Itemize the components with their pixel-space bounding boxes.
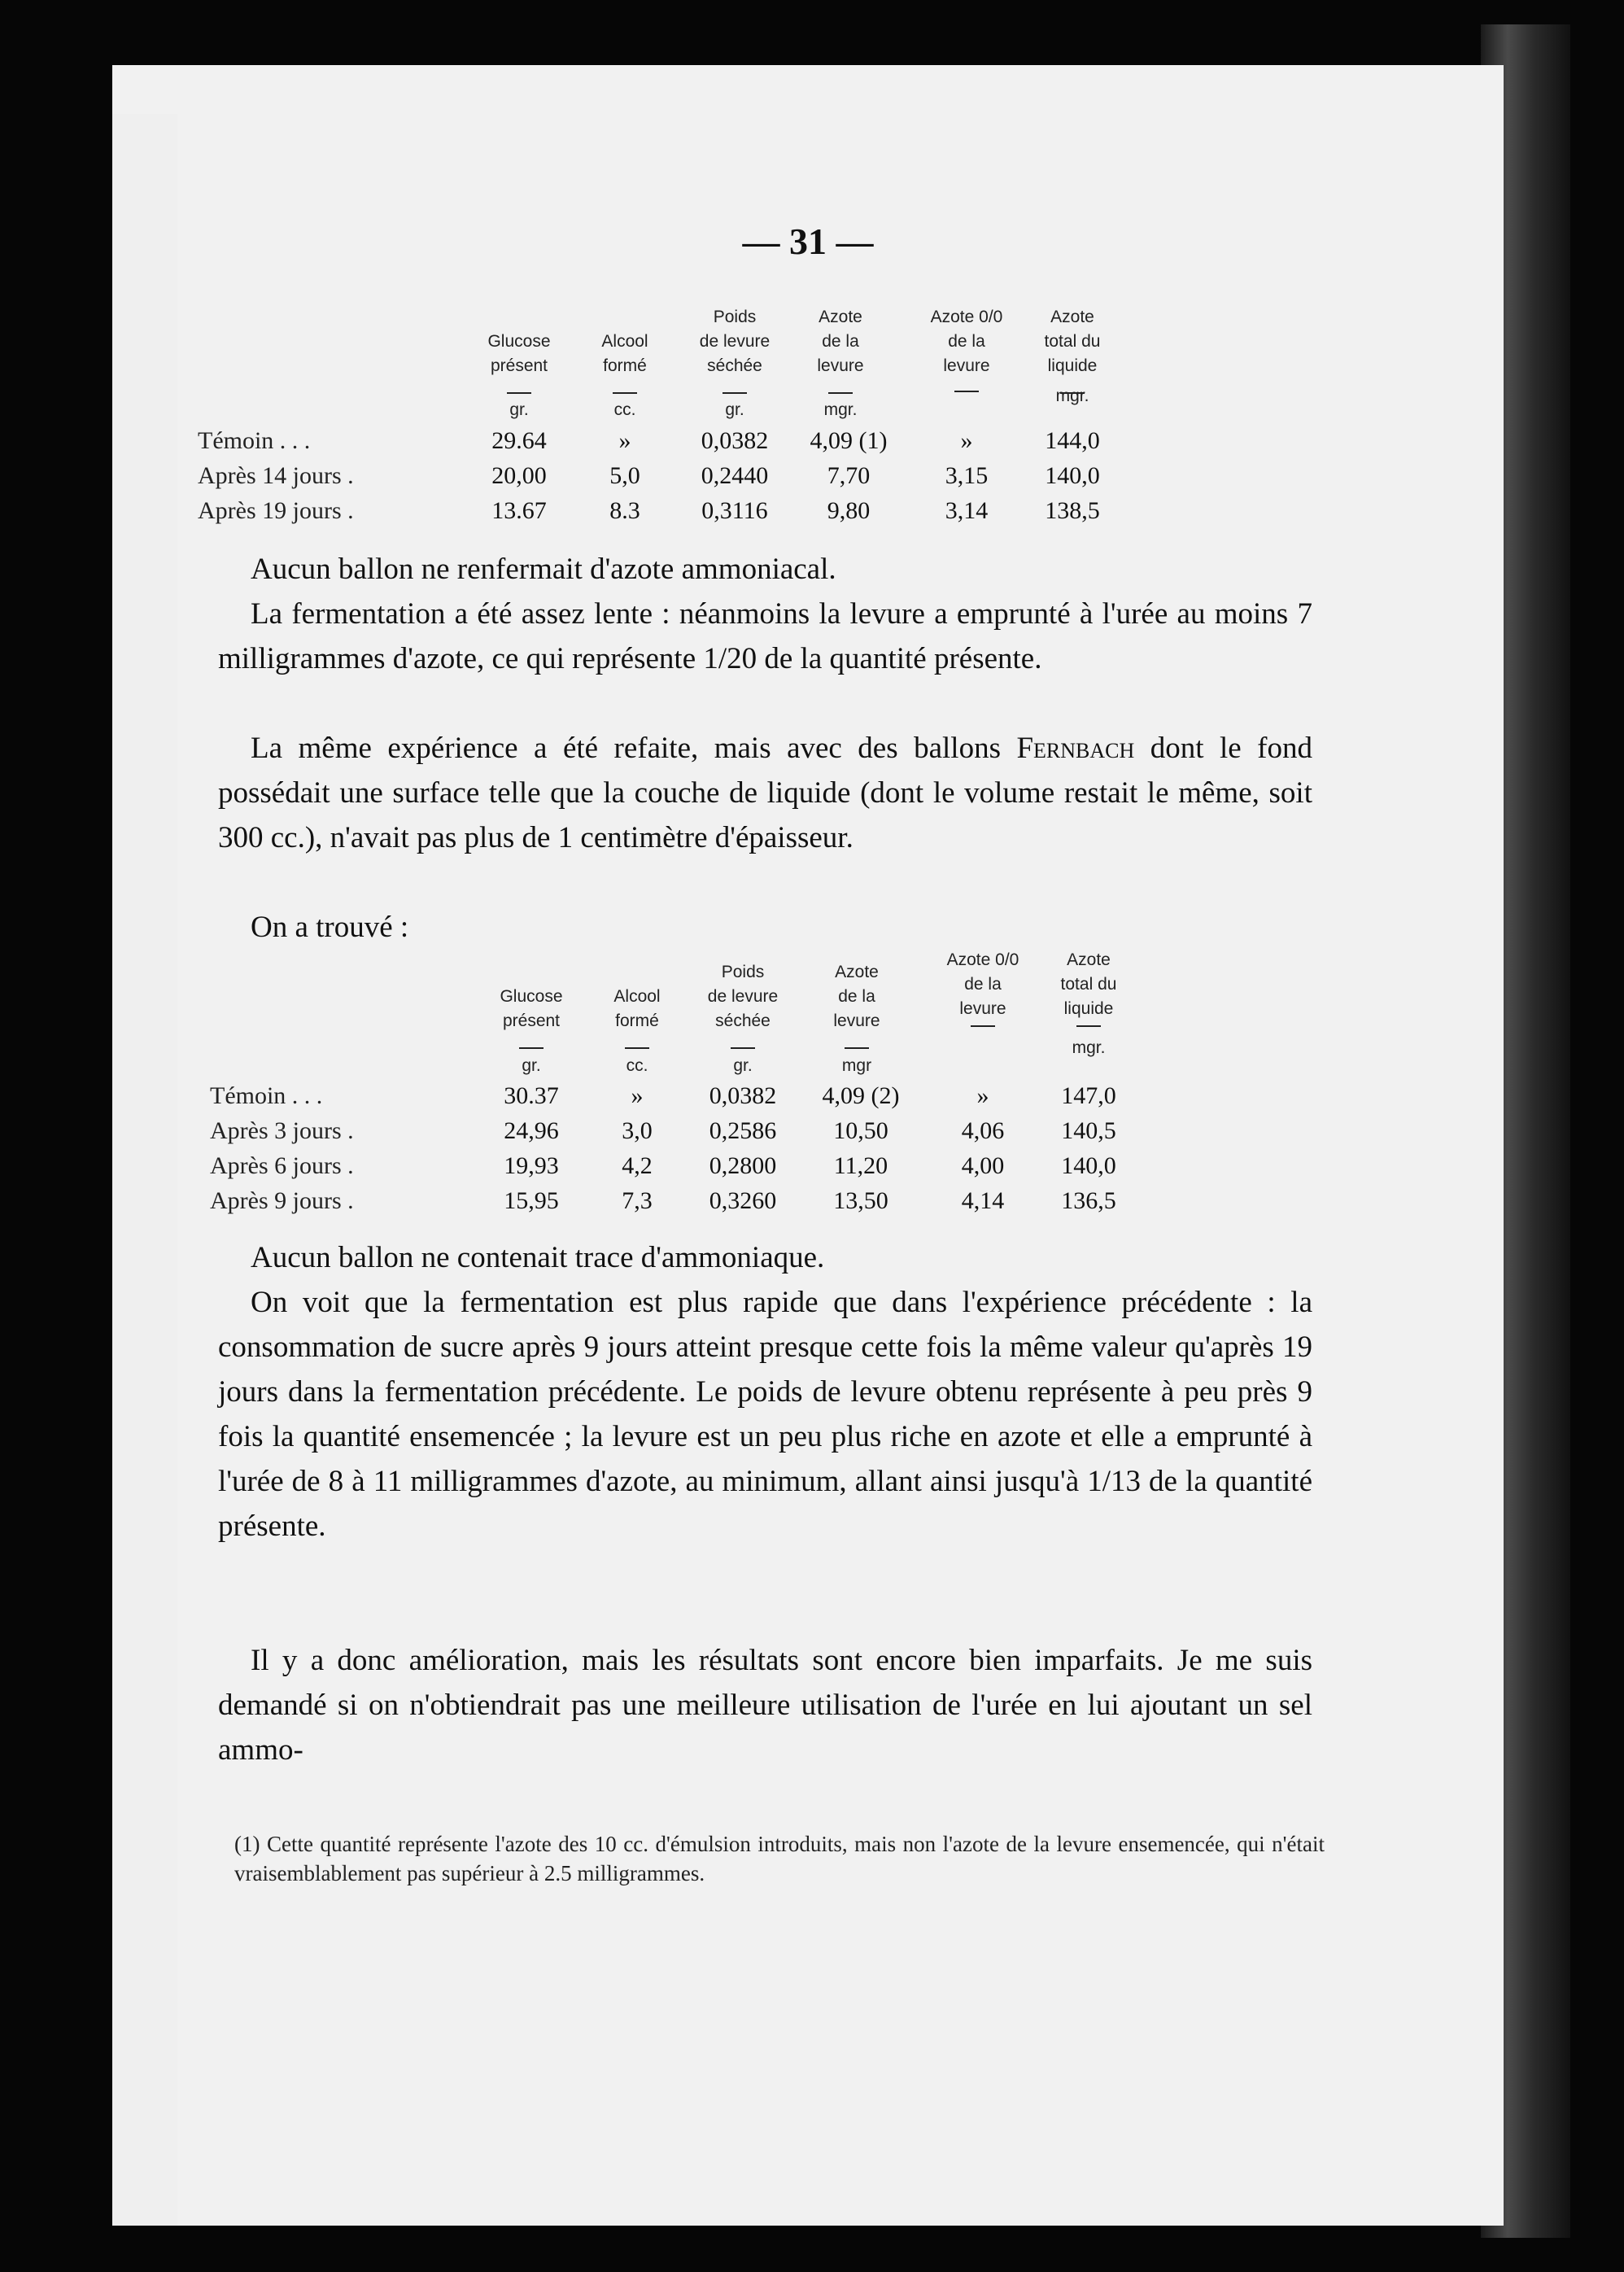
paragraph-text: La même expérience a été refaite, mais avec des ballons bbox=[251, 732, 1001, 765]
table2-cell: 15,95 bbox=[504, 1187, 559, 1214]
paragraph-text: dont le fond possédait une surface telle que la couche de liquide (dont le volume restait le même, soit 300 cc.), n'avait pas plus de 1 centimètre d'épaisseur. bbox=[218, 732, 1312, 854]
table2-row-label: Témoin . . . bbox=[210, 1082, 323, 1109]
table2-cell: 0,2800 bbox=[709, 1152, 777, 1179]
paragraph-found bbox=[218, 905, 1312, 950]
table1-cell: 4,09 (1) bbox=[810, 427, 888, 454]
table1-cell: 20,00 bbox=[491, 462, 547, 489]
table1-dash bbox=[828, 392, 853, 394]
table2-dash bbox=[519, 1047, 544, 1049]
table1-col-head-azote-total: Azote total du liquide bbox=[1044, 308, 1101, 375]
table1-col-head-azote-pct: Azote 0/0 de la levure bbox=[930, 308, 1003, 375]
table1-dash bbox=[507, 392, 531, 394]
table1-col-head-glucose: Glucose présent bbox=[487, 332, 551, 375]
table2-cell: 11,20 bbox=[833, 1152, 888, 1179]
table2-unit: mgr bbox=[841, 1056, 872, 1075]
table1-cell: 144,0 bbox=[1045, 427, 1100, 454]
paragraph-text: La fermentation a été assez lente : néanmoins la levure a emprunté à l'urée au moins 7 milligrammes d'azote, ce qui représente 1/20 de la quantité présente. bbox=[218, 597, 1312, 675]
table2-cell: 4,00 bbox=[961, 1152, 1005, 1179]
paragraph-no-ammonia-trace bbox=[218, 1235, 1312, 1280]
table1-cell: 3,14 bbox=[945, 497, 989, 524]
paragraph-faster-fermentation bbox=[218, 1280, 1312, 1549]
table1-cell: 0,3116 bbox=[701, 497, 768, 524]
table1-cell: 13.67 bbox=[491, 497, 547, 524]
paragraph-improvement bbox=[218, 1638, 1312, 1772]
paragraph-text: On a trouvé : bbox=[251, 911, 409, 944]
table2-unit: gr. bbox=[733, 1056, 753, 1075]
table2-cell: 4,06 bbox=[961, 1117, 1005, 1144]
table1-col-head-alcool: Alcool formé bbox=[601, 332, 648, 375]
table1-cell: 5,0 bbox=[609, 462, 640, 489]
table1-unit: mgr. bbox=[823, 400, 858, 419]
table1-cell: 138,5 bbox=[1045, 497, 1100, 524]
table2-dash bbox=[625, 1047, 649, 1049]
table1-cell: 8.3 bbox=[609, 497, 640, 524]
table2-col-head-glucose: Glucose présent bbox=[500, 987, 563, 1030]
table2-cell: » bbox=[631, 1082, 644, 1109]
paragraph-text: Aucun ballon ne renfermait d'azote ammoniacal. bbox=[251, 553, 836, 586]
table2-row-label: Après 9 jours . bbox=[210, 1187, 354, 1214]
table2-cell: 30.37 bbox=[504, 1082, 559, 1109]
table2-dash bbox=[971, 1025, 995, 1027]
page-number: — 31 — bbox=[742, 221, 874, 262]
table2-cell: 0,3260 bbox=[709, 1187, 777, 1214]
paragraph-text: On voit que la fermentation est plus rapide que dans l'expérience précédente : la consommation de sucre après 9 jours atteint presque cette fois la même valeur qu'après 19 jours dans la fermentation précédente. Le poids de levure obtenu représente à peu près 9 fois la quantité ensemencée ; la levure est un peu plus riche en azote et elle a emprunté à l'urée de 8 à 11 milligrammes d'azote, au minimum, allant ainsi jusqu'à 1/13 de la quantité présente. bbox=[218, 1286, 1312, 1543]
table1-dash bbox=[723, 392, 747, 394]
table2-col-head-alcool: Alcool formé bbox=[613, 987, 661, 1030]
table2-cell: 0,0382 bbox=[709, 1082, 777, 1109]
table1-col-head-poids: Poids de levure séchée bbox=[699, 308, 771, 375]
table1-dash bbox=[954, 391, 979, 392]
table2-cell: 7,3 bbox=[622, 1187, 653, 1214]
table1-cell: 9,80 bbox=[827, 497, 871, 524]
table1-row-label: Témoin . . . bbox=[198, 427, 311, 454]
table2-dash bbox=[845, 1047, 869, 1049]
facing-page-edge bbox=[112, 114, 177, 2226]
paragraph-experiment-redone bbox=[218, 726, 1312, 860]
table2-dash bbox=[731, 1047, 755, 1049]
table2-unit: cc. bbox=[626, 1056, 648, 1075]
footnote-1: (1) Cette quantité représente l'azote des 10 cc. d'émulsion introduits, mais non l'azote de la levure ensemencée, qui n'était vraisemblablement pas supérieur à 2.5 milligrammes. bbox=[234, 1832, 1325, 1885]
table1-cell: » bbox=[618, 427, 631, 454]
paragraph-text: Il y a donc amélioration, mais les résultats sont encore bien imparfaits. Je me suis demandé si on n'obtiendrait pas une meilleure utilisation de l'urée en lui ajoutant un sel ammo- bbox=[218, 1644, 1312, 1767]
table2-dash bbox=[1076, 1025, 1101, 1027]
table2-cell: 10,50 bbox=[833, 1117, 888, 1144]
table1-row-label: Après 19 jours . bbox=[198, 497, 354, 524]
table2-cell: 13,50 bbox=[833, 1187, 888, 1214]
table1-cell: 29.64 bbox=[491, 427, 547, 454]
paragraph-no-ammonia bbox=[218, 547, 1312, 592]
table2-cell: 19,93 bbox=[504, 1152, 559, 1179]
paragraph-fermentation-slow bbox=[218, 592, 1312, 681]
table1-unit: gr. bbox=[725, 400, 744, 419]
table1-cell: 7,70 bbox=[827, 462, 871, 489]
table2-cell: 140,5 bbox=[1061, 1117, 1116, 1144]
table2-cell: 140,0 bbox=[1061, 1152, 1116, 1179]
table1-col-head-azote-levure: Azote de la levure bbox=[817, 308, 864, 375]
table2-col-head-azote-pct: Azote 0/0 de la levure bbox=[946, 950, 1019, 1018]
table2-col-head-azote-levure: Azote de la levure bbox=[833, 963, 880, 1030]
fernbach-name: Fernbach bbox=[1016, 732, 1135, 765]
table2-unit: mgr. bbox=[1072, 1038, 1106, 1057]
table1-cell: » bbox=[960, 427, 973, 454]
table2-cell: 4,2 bbox=[622, 1152, 653, 1179]
table2-cell: » bbox=[976, 1082, 989, 1109]
table1-row-label: Après 14 jours . bbox=[198, 462, 354, 489]
table1-unit: cc. bbox=[613, 400, 636, 419]
table2-col-head-poids: Poids de levure séchée bbox=[707, 963, 779, 1030]
table2-cell: 147,0 bbox=[1061, 1082, 1116, 1109]
table2-cell: 4,14 bbox=[961, 1187, 1005, 1214]
table2-cell: 136,5 bbox=[1061, 1187, 1116, 1214]
book-page bbox=[112, 65, 1504, 2226]
table2-row-label: Après 6 jours . bbox=[210, 1152, 354, 1179]
table2-cell: 3,0 bbox=[622, 1117, 653, 1144]
table2-unit: gr. bbox=[522, 1056, 541, 1075]
table2-cell: 24,96 bbox=[504, 1117, 559, 1144]
table1-dash bbox=[613, 392, 637, 394]
table1-cell: 3,15 bbox=[945, 462, 989, 489]
table2-cell: 0,2586 bbox=[709, 1117, 777, 1144]
table1-cell: 0,0382 bbox=[701, 427, 769, 454]
table2-cell: 4,09 (2) bbox=[822, 1082, 900, 1109]
table1-unit: mgr. bbox=[1055, 387, 1089, 405]
table1-cell: 0,2440 bbox=[701, 462, 769, 489]
table1-cell: 140,0 bbox=[1045, 462, 1100, 489]
table2-row-label: Après 3 jours . bbox=[210, 1117, 354, 1144]
table1-unit: gr. bbox=[509, 400, 529, 419]
paragraph-text: Aucun ballon ne contenait trace d'ammoniaque. bbox=[251, 1241, 825, 1274]
table2-col-head-azote-total: Azote total du liquide bbox=[1060, 950, 1117, 1018]
